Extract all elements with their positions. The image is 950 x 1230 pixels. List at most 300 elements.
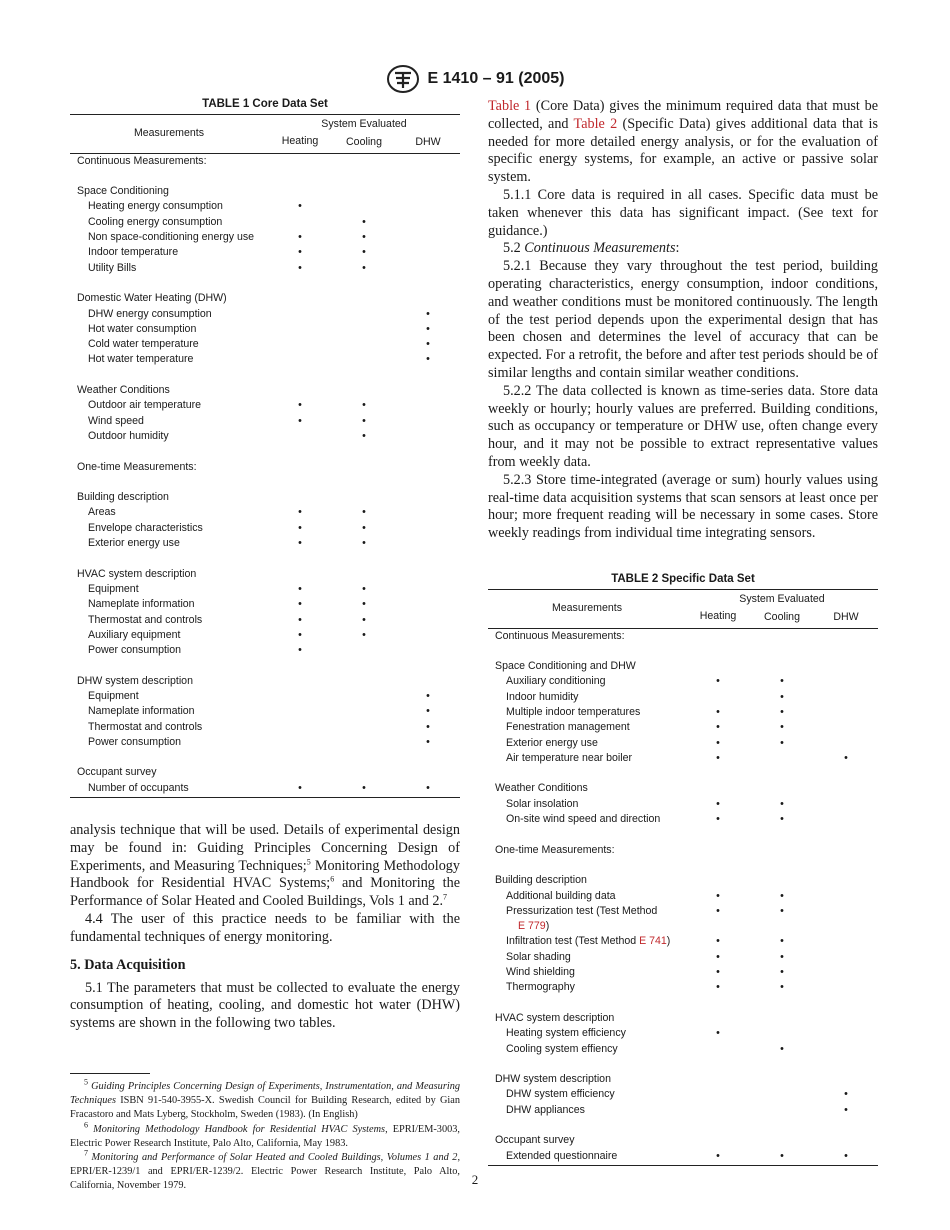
table2-header-system: System Evaluated xyxy=(739,592,825,605)
spacer-row xyxy=(488,644,878,659)
row-label: Envelope characteristics xyxy=(88,521,203,534)
empty-cell xyxy=(332,352,396,367)
bullet-mark: • xyxy=(426,735,430,748)
empty-cell xyxy=(268,704,332,719)
group-label: Continuous Measurements: xyxy=(77,154,207,167)
bullet-mark: • xyxy=(716,736,720,749)
row-label: DHW appliances xyxy=(506,1103,585,1116)
bullet-mark: • xyxy=(298,506,302,519)
empty-cell xyxy=(814,720,878,735)
row-label: Solar insolation xyxy=(506,797,579,810)
row-label: Non space-conditioning energy use xyxy=(88,231,255,244)
standard-designation: E 1410 – 91 (2005) xyxy=(427,70,565,87)
empty-cell xyxy=(396,643,460,658)
row-label: Hot water consumption xyxy=(88,322,197,335)
table-row xyxy=(488,812,878,827)
group-label: Space Conditioning xyxy=(77,185,169,198)
empty-cell xyxy=(814,1026,878,1041)
empty-cell xyxy=(750,628,814,644)
empty-cell xyxy=(268,383,332,398)
bullet-mark: • xyxy=(716,935,720,948)
table-row xyxy=(70,781,460,798)
empty-cell xyxy=(268,567,332,582)
bullet-mark: • xyxy=(362,414,366,427)
table2-wrap xyxy=(488,573,878,1166)
bullet-mark: • xyxy=(750,1149,814,1166)
bullet-mark: • xyxy=(426,338,430,351)
bullet-mark: • xyxy=(362,261,366,274)
table-row xyxy=(488,1103,878,1118)
group-row xyxy=(70,291,460,306)
bullet-mark: • xyxy=(780,981,784,994)
empty-cell xyxy=(396,261,460,276)
table-row xyxy=(70,536,460,551)
empty-cell xyxy=(396,153,460,169)
table-row xyxy=(488,889,878,904)
row-label: Indoor humidity xyxy=(506,690,579,703)
empty-cell xyxy=(332,567,396,582)
bullet-mark: • xyxy=(426,689,430,702)
bullet-mark: • xyxy=(780,675,784,688)
paragraph-tables-intro: Table 1 (Core Data) gives the minimum required data that must be collected, and Table 2 (Specific Data) gives additional data that is needed for more detailed energy analysis, or for the evaluation of specific energy systems, for example, an active or passive solar system. xyxy=(488,98,879,186)
row-label: Hot water temperature xyxy=(88,353,194,366)
group-label: One-time Measurements: xyxy=(495,843,615,856)
spacer-row xyxy=(70,658,460,673)
empty-cell xyxy=(332,720,396,735)
bullet-mark: • xyxy=(298,246,302,259)
empty-cell xyxy=(814,674,878,689)
empty-cell xyxy=(268,460,332,475)
group-row xyxy=(488,659,878,674)
bullet-mark: • xyxy=(716,706,720,718)
footnote-5: $^5$ Guiding Principles Concerning Design of Experiments, Instrumentation, and Measuring Techniques ISBN 91-540-3955-X. Swedish Council for Building Research, edited by Gian Fracastoro and Mats Lyberg, Stockholm, Sweden (1983). (In English) xyxy=(70,1077,460,1121)
page-header xyxy=(0,64,950,94)
paragraph-5-1: 5.1 The parameters that must be collected to evaluate the energy consumption of heating, cooling, and domestic hot water (DHW) systems are shown in the following two tables. xyxy=(70,979,460,1032)
row-label: Nameplate information xyxy=(88,598,195,611)
table-row xyxy=(70,689,460,704)
footnote-rule xyxy=(70,1073,150,1074)
group-row xyxy=(70,567,460,582)
table-row xyxy=(488,690,878,705)
empty-cell xyxy=(750,1087,814,1102)
bullet-mark: • xyxy=(780,706,784,718)
row-label: Cold water temperature xyxy=(88,338,199,351)
bullet-mark: • xyxy=(298,414,302,427)
empty-cell xyxy=(332,689,396,704)
empty-cell xyxy=(396,291,460,306)
empty-cell xyxy=(268,337,332,352)
group-label: HVAC system description xyxy=(77,567,197,580)
row-label: Number of occupants xyxy=(70,781,268,798)
empty-cell xyxy=(750,751,814,766)
empty-cell xyxy=(750,781,814,796)
table2 xyxy=(488,589,878,1166)
table2-caption: TABLE 2 Specific Data Set xyxy=(611,572,755,585)
bullet-mark: • xyxy=(780,736,784,749)
empty-cell xyxy=(396,536,460,551)
group-label: One-time Measurements: xyxy=(77,460,197,473)
spacer-row xyxy=(70,444,460,459)
table-row xyxy=(488,965,878,980)
paragraph-5-2-2: 5.2.2 The data collected is known as time-series data. Store data weekly or hourly; hourly values are preferred. Building conditions, such as occupancy or temperature or DHW use, often change every hour, and it may not be possible to extract representative values from weekly data. xyxy=(488,382,878,470)
bullet-mark: • xyxy=(426,322,430,335)
bullet-mark: • xyxy=(780,690,784,703)
empty-cell xyxy=(814,1133,878,1148)
section-5-heading: 5. Data Acquisition xyxy=(70,956,186,973)
bullet-mark: • xyxy=(780,904,784,917)
bullet-mark: • xyxy=(844,751,848,764)
bullet-mark: • xyxy=(716,889,720,902)
bullet-mark: • xyxy=(362,628,366,641)
table-row xyxy=(488,919,878,934)
group-row xyxy=(488,1011,878,1026)
spacer-row xyxy=(70,551,460,566)
group-row xyxy=(70,383,460,398)
table2-link[interactable]: Table 2 xyxy=(573,115,618,132)
empty-cell xyxy=(814,965,878,980)
empty-cell xyxy=(332,307,396,322)
bullet-mark: • xyxy=(298,644,302,657)
empty-cell xyxy=(396,490,460,505)
bullet-mark: • xyxy=(362,399,366,412)
empty-cell xyxy=(814,1042,878,1057)
bullet-mark: • xyxy=(780,889,784,902)
bullet-mark: • xyxy=(716,797,720,810)
empty-cell xyxy=(268,490,332,505)
table1-link[interactable]: Table 1 xyxy=(488,98,532,114)
bullet-mark: • xyxy=(716,751,720,764)
empty-cell xyxy=(686,873,750,888)
table2-header-cooling: Cooling xyxy=(750,607,814,628)
table-row xyxy=(70,352,460,367)
table-row xyxy=(488,950,878,965)
bullet-mark: • xyxy=(396,781,460,798)
bullet-mark: • xyxy=(716,721,720,734)
paragraph-5-2: 5.2 Continuous Measurements: xyxy=(503,240,680,257)
bullet-mark: • xyxy=(298,598,302,611)
row-label: Thermostat and controls xyxy=(88,613,203,626)
table-row xyxy=(70,245,460,260)
table-row xyxy=(70,230,460,245)
bullet-mark: • xyxy=(332,781,396,798)
empty-cell xyxy=(332,337,396,352)
empty-cell xyxy=(814,1072,878,1087)
empty-cell xyxy=(332,735,396,750)
spacer-row xyxy=(70,475,460,490)
empty-cell xyxy=(814,797,878,812)
bullet-mark: • xyxy=(362,537,366,550)
empty-cell xyxy=(814,781,878,796)
empty-cell xyxy=(686,1011,750,1026)
row-label: Areas xyxy=(88,506,116,519)
empty-cell xyxy=(814,736,878,751)
spacer-row xyxy=(488,858,878,873)
bullet-mark: • xyxy=(716,981,720,994)
table-row xyxy=(70,322,460,337)
empty-cell xyxy=(814,812,878,827)
table-row xyxy=(70,582,460,597)
empty-cell xyxy=(686,1133,750,1148)
spacer-row xyxy=(70,276,460,291)
empty-cell xyxy=(268,153,332,169)
table1 xyxy=(70,114,460,798)
group-label: Domestic Water Heating (DHW) xyxy=(77,292,227,305)
empty-cell xyxy=(332,674,396,689)
bullet-mark: • xyxy=(298,399,302,412)
empty-cell xyxy=(396,505,460,520)
bullet-mark: • xyxy=(298,537,302,550)
table-row xyxy=(70,307,460,322)
table1-header-cooling: Cooling xyxy=(332,132,396,153)
group-label: Weather Conditions xyxy=(77,384,170,397)
bullet-mark: • xyxy=(844,1103,848,1116)
table-row xyxy=(488,980,878,995)
bullet-mark: • xyxy=(362,598,366,611)
bullet-mark: • xyxy=(780,797,784,810)
bullet-mark: • xyxy=(844,1088,848,1101)
table-row xyxy=(488,720,878,735)
table-row xyxy=(70,613,460,628)
empty-cell xyxy=(814,690,878,705)
footnote-7: $^7$ Monitoring and Performance of Solar Heated and Cooled Buildings, Volumes 1 and 2, EPRI/ER-1239/1 and EPRI/ER-1239/2. Electric Power Research Institute, Palo Alto, California, November 1979. xyxy=(70,1148,461,1192)
empty-cell xyxy=(686,659,750,674)
row-label: Thermography xyxy=(506,981,575,994)
row-label: Additional building data xyxy=(506,889,616,902)
empty-cell xyxy=(814,950,878,965)
page-number: 2 xyxy=(471,1172,479,1187)
empty-cell xyxy=(396,184,460,199)
row-label: Power consumption xyxy=(88,644,182,657)
empty-cell xyxy=(750,1026,814,1041)
table-row xyxy=(488,751,878,766)
empty-cell xyxy=(686,843,750,858)
table-row xyxy=(488,1042,878,1057)
bullet-mark: • xyxy=(426,705,430,718)
table-row xyxy=(488,1026,878,1041)
empty-cell xyxy=(686,919,750,934)
empty-cell xyxy=(332,383,396,398)
bullet-mark: • xyxy=(426,353,430,366)
bullet-mark: • xyxy=(716,950,720,963)
row-label: Cooling energy consumption xyxy=(88,215,223,228)
table1-header-system: System Evaluated xyxy=(321,118,407,130)
spacer-row xyxy=(488,996,878,1011)
empty-cell xyxy=(268,215,332,230)
group-row xyxy=(488,873,878,888)
empty-cell xyxy=(814,934,878,949)
right-body-text xyxy=(488,98,878,543)
empty-cell xyxy=(332,704,396,719)
table-row xyxy=(488,1087,878,1102)
table1-body xyxy=(70,153,460,797)
row-label: Infiltration test (Test Method E 741) xyxy=(506,935,671,948)
table-row xyxy=(488,1149,878,1166)
table2-body xyxy=(488,628,878,1165)
group-label: Building description xyxy=(77,491,169,504)
table1-header-dhw: DHW xyxy=(396,132,460,153)
table1-header-heating: Heating xyxy=(268,132,332,153)
row-label: Equipment xyxy=(88,582,139,595)
row-label: On-site wind speed and direction xyxy=(506,813,661,826)
group-label: Occupant survey xyxy=(495,1134,575,1147)
empty-cell xyxy=(268,765,332,780)
empty-cell xyxy=(814,904,878,919)
row-label: Heating system efficiency xyxy=(506,1027,626,1040)
group-label: Continuous Measurements: xyxy=(495,629,625,642)
test-method-link[interactable]: E 741 xyxy=(639,935,667,948)
empty-cell xyxy=(750,843,814,858)
table1-caption: TABLE 1 Core Data Set xyxy=(202,98,328,110)
empty-cell xyxy=(332,490,396,505)
group-row xyxy=(488,1072,878,1087)
group-label: Weather Conditions xyxy=(495,782,588,795)
spacer-row xyxy=(70,750,460,765)
empty-cell xyxy=(332,199,396,214)
bullet-mark: • xyxy=(716,904,720,917)
empty-cell xyxy=(396,398,460,413)
empty-cell xyxy=(686,1087,750,1102)
group-row xyxy=(488,781,878,796)
bullet-mark: • xyxy=(362,231,366,244)
group-row xyxy=(488,843,878,858)
empty-cell xyxy=(750,1103,814,1118)
footnote-6: $^6$ Monitoring Methodology Handbook for Residential HVAC Systems, EPRI/EM-3003, Electric Power Research Institute, Palo Alto, California, May 1983. xyxy=(70,1120,460,1149)
group-label: HVAC system description xyxy=(495,1011,615,1024)
row-label: Pressurization test (Test Method xyxy=(506,904,658,917)
empty-cell xyxy=(750,1133,814,1148)
group-row xyxy=(70,184,460,199)
spacer-row xyxy=(488,1118,878,1133)
empty-cell xyxy=(814,873,878,888)
row-label: Outdoor humidity xyxy=(88,429,169,442)
empty-cell xyxy=(396,567,460,582)
table-row xyxy=(70,199,460,214)
table-row xyxy=(70,429,460,444)
empty-cell xyxy=(268,674,332,689)
empty-cell xyxy=(396,613,460,628)
table-row xyxy=(488,797,878,812)
group-row xyxy=(70,153,460,169)
table-row xyxy=(70,337,460,352)
table2-header-measurements: Measurements xyxy=(488,589,686,628)
empty-cell xyxy=(396,429,460,444)
empty-cell xyxy=(396,521,460,536)
empty-cell xyxy=(686,1072,750,1087)
bullet-mark: • xyxy=(298,628,302,641)
row-label: Air temperature near boiler xyxy=(506,751,633,764)
empty-cell xyxy=(814,980,878,995)
empty-cell xyxy=(396,230,460,245)
empty-cell xyxy=(396,245,460,260)
bullet-mark: • xyxy=(716,1027,720,1040)
empty-cell xyxy=(686,690,750,705)
empty-cell xyxy=(814,1011,878,1026)
empty-cell xyxy=(268,352,332,367)
bullet-mark: • xyxy=(780,950,784,963)
table-row xyxy=(70,704,460,719)
empty-cell xyxy=(396,199,460,214)
row-label: Cooling system effiency xyxy=(506,1042,618,1055)
empty-cell xyxy=(268,291,332,306)
left-column xyxy=(70,98,460,1194)
right-column xyxy=(488,98,878,1166)
bullet-mark: • xyxy=(362,506,366,519)
spacer-row xyxy=(70,169,460,184)
empty-cell xyxy=(396,674,460,689)
group-row xyxy=(488,1133,878,1148)
bullet-mark: • xyxy=(780,721,784,734)
bullet-mark: • xyxy=(298,613,302,626)
empty-cell xyxy=(396,765,460,780)
empty-cell xyxy=(268,689,332,704)
row-label: Solar shading xyxy=(506,950,571,963)
table2-header-dhw: DHW xyxy=(814,607,878,628)
empty-cell xyxy=(332,184,396,199)
group-row xyxy=(70,765,460,780)
table-row xyxy=(488,674,878,689)
bullet-mark: • xyxy=(426,307,430,320)
spacer-row xyxy=(488,1057,878,1072)
group-row xyxy=(70,674,460,689)
bullet-mark: • xyxy=(426,720,430,733)
empty-cell xyxy=(814,843,878,858)
empty-cell xyxy=(750,873,814,888)
table-row xyxy=(70,597,460,612)
paragraph-experimental-design: analysis technique that will be used. Details of experimental design may be found in: Guiding Principles Concerning Design of Experiments, and Measuring Techniques;$^5$ Monitoring Methodology Handbook for Residential HVAC Systems;$^6$ and Monitoring the Performance of Solar Heated and Cooled Buildings, Vols 1 and 2.$^7$ xyxy=(70,822,461,910)
empty-cell xyxy=(332,643,396,658)
bullet-mark: • xyxy=(298,231,302,244)
bullet-mark: • xyxy=(362,429,366,442)
row-label: Exterior energy use xyxy=(88,537,180,550)
empty-cell xyxy=(396,215,460,230)
bullet-mark: • xyxy=(362,215,366,228)
empty-cell xyxy=(396,383,460,398)
empty-cell xyxy=(268,720,332,735)
row-label: Multiple indoor temperatures xyxy=(506,706,641,718)
astm-logo-icon xyxy=(386,64,420,94)
empty-cell xyxy=(396,414,460,429)
row-label: Heating energy consumption xyxy=(88,200,223,213)
empty-cell xyxy=(396,460,460,475)
empty-cell xyxy=(332,153,396,169)
test-method-link[interactable]: E 779 xyxy=(518,920,546,933)
bullet-mark: • xyxy=(362,246,366,259)
left-body-text xyxy=(70,822,460,1033)
empty-cell xyxy=(396,628,460,643)
empty-cell xyxy=(814,889,878,904)
empty-cell xyxy=(332,291,396,306)
bullet-mark: • xyxy=(780,966,784,979)
row-label: Indoor temperature xyxy=(88,246,179,259)
empty-cell xyxy=(686,1042,750,1057)
empty-cell xyxy=(332,460,396,475)
table-row xyxy=(70,735,460,750)
bullet-mark: • xyxy=(814,1149,878,1166)
empty-cell xyxy=(750,919,814,934)
row-label: Fenestration management xyxy=(506,721,630,734)
spacer-row xyxy=(488,766,878,781)
table-row xyxy=(488,736,878,751)
empty-cell xyxy=(686,781,750,796)
empty-cell xyxy=(814,705,878,720)
table-row xyxy=(70,720,460,735)
bullet-mark: • xyxy=(298,200,302,213)
group-label: Space Conditioning and DHW xyxy=(495,660,636,673)
row-label: DHW energy consumption xyxy=(88,307,212,320)
group-label: Occupant survey xyxy=(77,766,157,779)
bullet-mark: • xyxy=(780,1042,784,1055)
table-row xyxy=(70,215,460,230)
